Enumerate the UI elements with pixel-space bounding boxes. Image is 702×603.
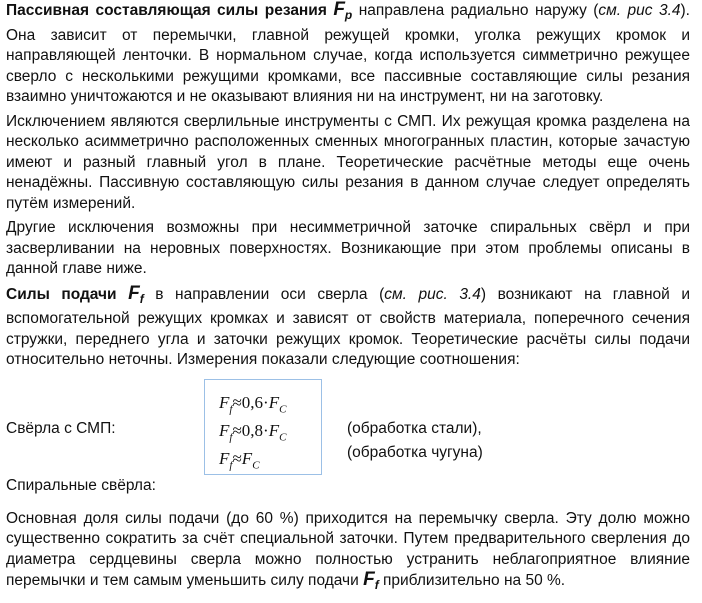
figure-ref: см. рис 3.4 xyxy=(598,2,681,19)
text: приблизительно на 50 %. xyxy=(378,572,566,589)
text: ). Она зависит от перемычки, главной режущей кромки, уголка режущих кромок и направляющей ленточки. В нормальном случае, когда используется симметрично режущее сверло с несколькими режущими кромками, все пассивные составляющие силы резания взаимно уничтожаются и не оказывают влияния ни на инструмент, ни на заготовку. xyxy=(6,2,690,105)
formula-cast-iron: $F_f\approx 0,8\cdot F_C$ xyxy=(219,420,287,443)
formula-block xyxy=(6,381,690,499)
symbol-ff-sub: f xyxy=(139,291,144,306)
text: ) возникают на главной и вспомогательной режущих кромках и зависят от свойств материала, поперечного сечения стружки, переднего угла и заточки режущих кромок. Теоретические расчёты силы подачи относительно неточны. Измерения показали следующие соотношения: xyxy=(6,285,691,368)
term-passive-force: Пассивная составляющая силы резания xyxy=(6,2,327,19)
paragraph-passive-force xyxy=(6,0,690,108)
figure-ref: см. рис. 3.4 xyxy=(384,285,481,303)
note-steel: (обработка стали), xyxy=(347,419,482,437)
label-smp-drills: Свёрла с СМП: xyxy=(6,419,116,437)
note-cast-iron: (обработка чугуна) xyxy=(347,443,483,461)
symbol-ff-2: F xyxy=(363,569,375,590)
text: Основная доля силы подачи (до 60 %) приходится на перемычку сверла. Эту долю можно существенно сократить за счёт специальной заточки. Путем предварительного сверления до диаметра сердцевины сверла можно полностью устранить неблагоприятное влияние перемычки и тем самым уменьшить силу подачи xyxy=(6,509,690,589)
text: в направлении оси сверла ( xyxy=(143,285,385,303)
formula-steel: $F_f\approx 0,6\cdot F_C$ xyxy=(219,392,287,415)
symbol-ff-2-sub: f xyxy=(374,578,379,592)
formula-box xyxy=(204,379,322,475)
paragraph-feed-force xyxy=(6,284,690,371)
term-feed-force: Силы подачи xyxy=(6,285,117,303)
paragraph-chisel-edge xyxy=(6,509,690,596)
label-twist-drills: Спиральные свёрла: xyxy=(6,476,156,494)
text: направлена радиально наружу ( xyxy=(352,2,599,19)
document-body xyxy=(6,0,690,600)
symbol-fp-sub: p xyxy=(344,8,353,22)
symbol-fp: F xyxy=(333,0,345,20)
paragraph-exceptions: Исключением являются сверлильные инструменты с СМП. Их режущая кромка разделена на несколько асимметрично расположенных сменных многогранных пластин, которые зачастую имеют и разный главный угол в плане. Теоретические расчётные методы еще очень ненадёжны. Пассивную составляющую силы резания в данном случае следует определять путём измерений. xyxy=(6,112,690,212)
formula-twist: $F_f\approx F_C$ xyxy=(219,448,260,471)
paragraph-other-exceptions: Другие исключения возможны при несимметричной заточке спиральных свёрл и при засверливании на неровных поверхностях. Возникающие при этом проблемы описаны в данной главе ниже. xyxy=(6,219,690,277)
symbol-ff: F xyxy=(128,282,140,304)
